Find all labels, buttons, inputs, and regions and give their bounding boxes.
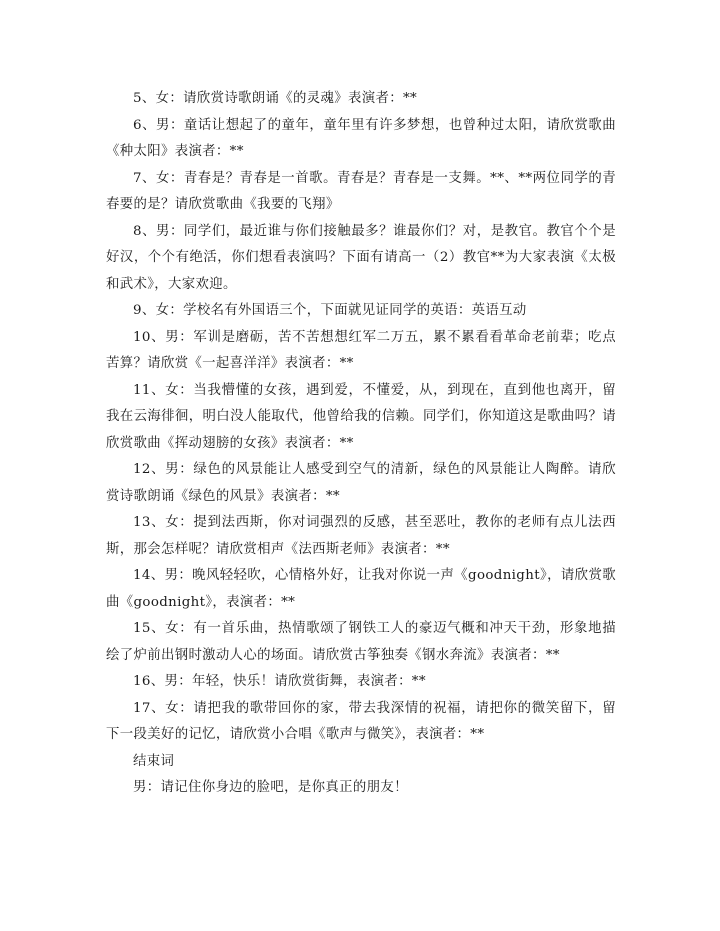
closing-heading: 结束词 [133, 753, 175, 769]
paragraph-8: 8、男：同学们，最近谁与你们接触最多？谁最你们？对，是教官。教官个个是好汉，个个有绝活，你们想看表演吗？下面有请高一（2）教官**为大家表演《太极和武术》，大家欢迎。 [106, 223, 616, 292]
document-body [106, 86, 616, 802]
paragraph-10: 10、男：军训是磨砺，苦不苦想想红军二万五，累不累看看革命老前辈；吃点苦算？请欣赏《一起喜洋洋》表演者：** [106, 329, 616, 371]
paragraph-12: 12、男：绿色的风景能让人感受到空气的清新，绿色的风景能让人陶醉。请欣赏诗歌朗诵《绿色的风景》表演者：** [106, 462, 616, 504]
closing-line: 男：请记住你身边的脸吧，是你真正的朋友！ [133, 780, 408, 795]
paragraph-13: 13、女：提到法西斯，你对词强烈的反感，甚至恶吐，教你的老师有点儿法西斯，那会怎样呢？请欣赏相声《法西斯老师》表演者：** [106, 515, 616, 557]
paragraph-15: 15、女：有一首乐曲，热情歌颂了钢铁工人的豪迈气概和冲天干劲，形象地描绘了炉前出钢时激动人心的场面。请欣赏古筝独奏《钢水奔流》表演者：** [106, 621, 616, 663]
paragraph-16: 16、男：年轻，快乐！请欣赏街舞，表演者：** [133, 674, 426, 689]
paragraph-5: 5、女：请欣赏诗歌朗诵《的灵魂》表演者：** [133, 91, 418, 106]
paragraph-7: 7、女：青春是？青春是一首歌。青春是？青春是一支舞。**、**两位同学的青春要的是？请欣赏歌曲《我要的飞翔》 [106, 170, 616, 212]
paragraph-6: 6、男：童话让想起了的童年，童年里有许多梦想，也曾种过太阳，请欣赏歌曲《种太阳》表演者：** [106, 117, 616, 159]
paragraph-9: 9、女：学校名有外国语三个，下面就见证同学的英语：英语互动 [133, 303, 527, 318]
paragraph-14: 14、男：晚风轻轻吹，心情格外好，让我对你说一声《goodnight》，请欣赏歌曲《goodnight》，表演者：** [106, 568, 616, 610]
paragraph-17: 17、女：请把我的歌带回你的家，带去我深情的祝福，请把你的微笑留下，留下一段美好的记忆，请欣赏小合唱《歌声与微笑》，表演者：** [106, 700, 616, 742]
paragraph-11: 11、女：当我懵懂的女孩，遇到爱，不懂爱，从，到现在，直到他也离开，留我在云海徘徊，明白没人能取代，他曾给我的信赖。同学们，你知道这是歌曲吗？请欣赏歌曲《挥动翅膀的女孩》表演者：** [106, 382, 616, 451]
